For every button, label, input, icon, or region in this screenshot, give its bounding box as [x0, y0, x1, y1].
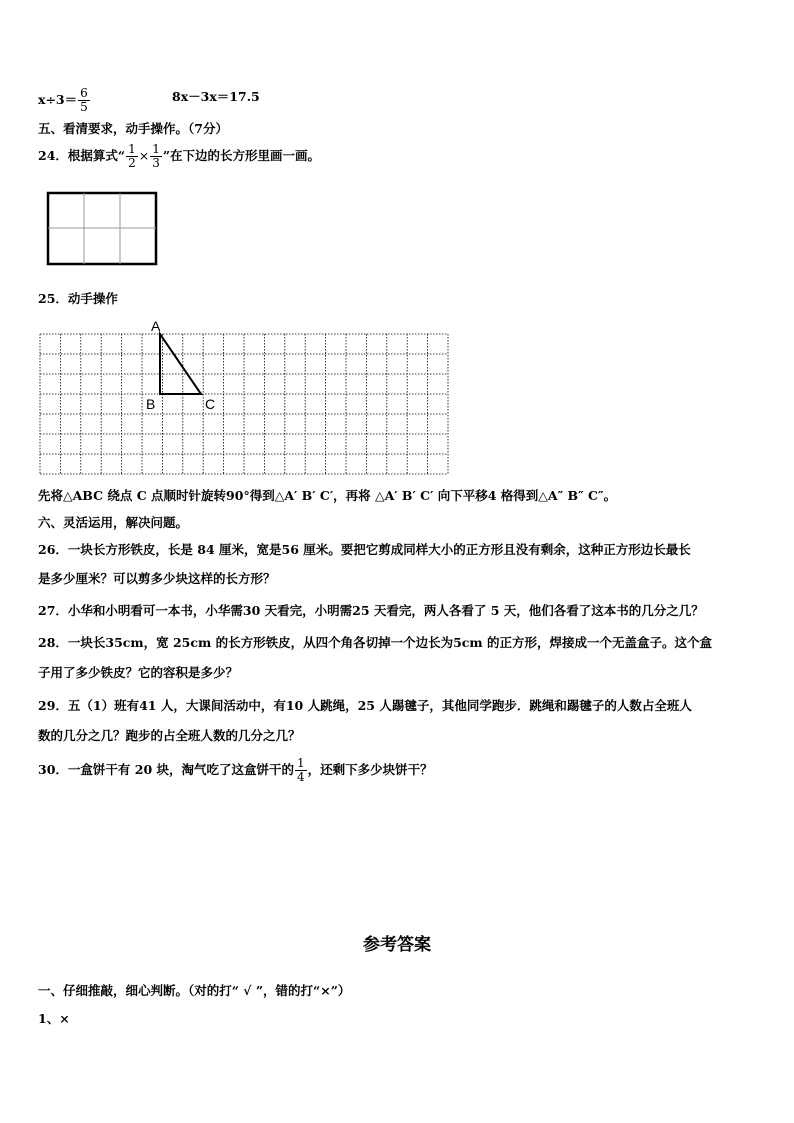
- question-29-line-2: 数的几分之几？跑步的占全班人数的几分之几？: [38, 728, 301, 743]
- question-30: 30．一盒饼干有 20 块，淘气吃了这盒饼干的 $\frac{1}{4}$ ，还剩下多少块饼干？: [38, 756, 433, 784]
- triangle-abc: [160, 334, 201, 394]
- q24-fraction-2: $\frac{1}{3}$: [152, 142, 160, 170]
- question-26-line-1: 26．一块长方形铁皮，长是 84 厘米，宽是56 厘米。要把它剪成同样大小的正方形且没有剩余，这种正方形边长最长: [38, 542, 691, 557]
- answer-1: 1、×: [38, 1011, 70, 1026]
- triangle-label-a: A: [151, 318, 161, 334]
- answers-title: 参考答案: [363, 935, 431, 955]
- section-6-title: 六、灵活运用，解决问题。: [38, 515, 189, 530]
- question-24: 24．根据算式“ $\frac{1}{2}$ × $\frac{1}{3}$ ”在下边的长方形里画一画。: [38, 142, 321, 170]
- q24-fraction-1: $\frac{1}{2}$: [128, 142, 136, 170]
- divided-rectangle: [46, 191, 160, 267]
- section-5-title: 五、看清要求，动手操作。（7分）: [38, 121, 228, 136]
- question-26-line-2: 是多少厘米？可以剪多少块这样的长方形？: [38, 571, 276, 586]
- equation-2: 8x－3x＝17.5: [172, 89, 260, 104]
- triangle-label-c: C: [205, 396, 216, 412]
- equation-row: [38, 87, 91, 114]
- question-29-line-1: 29．五（1）班有41 人，大课间活动中，有10 人跳绳，25 人踢毽子，其他同学跑步．跳绳和踢毽子的人数占全班人: [38, 698, 692, 713]
- question-25-instruction: 先将△ABC 绕点 C 点顺时针旋转90°得到△A′ B′ C′，再将 △A′ B′ C′ 向下平移4 格得到△A″ B″ C″。: [38, 488, 617, 503]
- question-28-line-1: 28．一块长35cm，宽 25cm 的长方形铁皮，从四个角各切掉一个边长为5cm 的正方形，焊接成一个无盖盒子。这个盒: [38, 635, 712, 650]
- dotted-grid: [38, 318, 452, 480]
- question-27: 27．小华和小明看可一本书，小华需30 天看完，小明需25 天看完，两人各看了 5 天，他们各看了这本书的几分之几？: [38, 603, 704, 618]
- triangle-label-b: B: [146, 396, 156, 412]
- question-28-line-2: 子用了多少铁皮？它的容积是多少？: [38, 665, 239, 680]
- q30-fraction: $\frac{1}{4}$: [297, 756, 305, 784]
- question-25-title: 25．动手操作: [38, 291, 118, 306]
- equation-1-fraction: $\frac{6}{5}$: [80, 86, 88, 114]
- equation-1-left: x÷3＝: [38, 92, 78, 107]
- answer-section-1-title: 一、仔细推敲，细心判断。（对的打“ √ ”，错的打“×”）: [38, 983, 351, 998]
